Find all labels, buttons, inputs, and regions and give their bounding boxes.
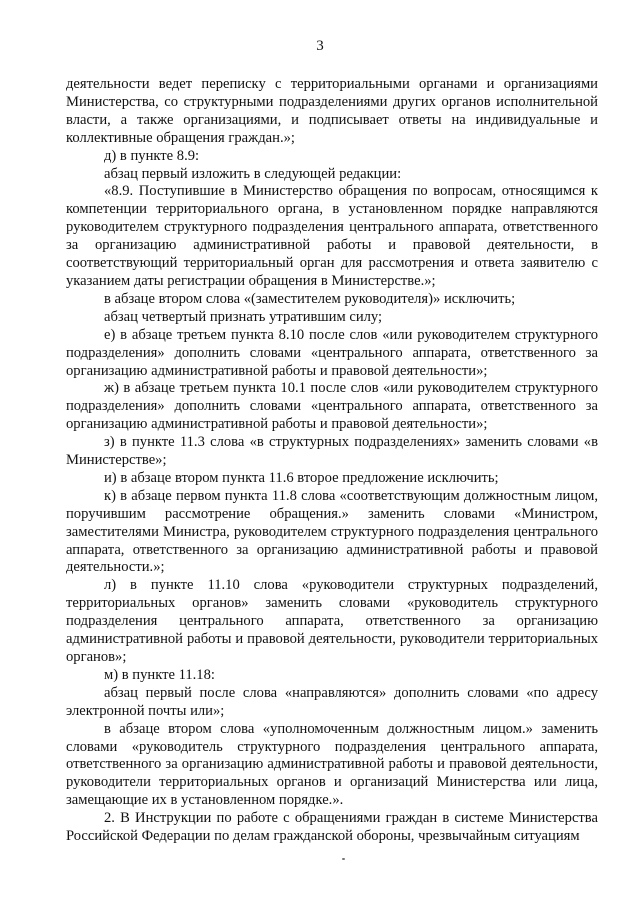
ink-mark	[342, 858, 345, 860]
paragraph: деятельности ведет переписку с территориальными органами и организациями Министерства, со структурными подразделениями других органов исполнительной власти, а также организациями, и подписывает ответы на индивидуальные и коллективные обращения граждан.»;	[66, 76, 598, 146]
paragraph: и) в абзаце втором пункта 11.6 второе предложение исключить;	[104, 469, 499, 486]
paragraph: в абзаце втором слова «(заместителем руководителя)» исключить;	[104, 290, 516, 307]
paragraph: д) в пункте 8.9:	[104, 147, 200, 164]
paragraph: ж) в абзаце третьем пункта 10.1 после слов «или руководителем структурного подразделения» дополнить словами «центрального аппарата, ответственного за организацию административной работы и правовой деятельности»;	[66, 380, 598, 433]
paragraph: абзац первый после слова «направляются» дополнить словами «по адресу электронной почты или»;	[66, 684, 598, 719]
paragraph: к) в абзаце первом пункта 11.8 слова «соответствующим должностным лицом, поручившим рассмотрение обращения.» заменить словами «Министром, заместителями Министра, руководителем структурного подразделения центрального аппарата, ответственного за организацию административной работы и правовой деятельности.»;	[66, 487, 598, 576]
paragraph: з) в пункте 11.3 слова «в структурных подразделениях» заменить словами «в Министерстве»;	[66, 434, 598, 469]
paragraph: в абзаце втором слова «уполномоченным должностным лицом.» заменить словами «руководитель структурного подразделения центрального аппарата, ответственного за организацию административной работы и правовой деятельности, руководители территориальных органов и организаций Министерства или лица, замещающие их в установленном порядке.».	[66, 720, 598, 809]
document-body	[66, 76, 598, 846]
paragraph: абзац четвертый признать утратившим силу;	[104, 308, 383, 325]
paragraph: 2. В Инструкции по работе с обращениями граждан в системе Министерства Российской Федерации по делам гражданской обороны, чрезвычайным ситуациям	[66, 810, 598, 845]
paragraph: е) в абзаце третьем пункта 8.10 после слов «или руководителем структурного подразделения» дополнить словами «центрального аппарата, ответственного за организацию административной работы и правовой деятельности»;	[66, 326, 598, 379]
paragraph: л) в пункте 11.10 слова «руководители структурных подразделений, территориальных органов» заменить словами «руководитель структурного подразделения центрального аппарата, ответственного за организацию административной работы и правовой деятельности, руководители территориальных органов»;	[66, 577, 598, 665]
paragraph: «8.9. Поступившие в Министерство обращения по вопросам, относящимся к компетенции территориального органа, в установленном порядке направляются руководителем структурного подразделения центрального аппарата, ответственного за организацию административной работы и правовой деятельности, в соответствующий территориальный орган для рассмотрения и ответа заявителю с указанием даты регистрации обращения в Министерстве.»;	[66, 183, 598, 289]
paragraph: абзац первый изложить в следующей редакции:	[104, 165, 402, 182]
paragraph: м) в пункте 11.18:	[104, 666, 215, 683]
page-number: 3	[316, 38, 324, 54]
